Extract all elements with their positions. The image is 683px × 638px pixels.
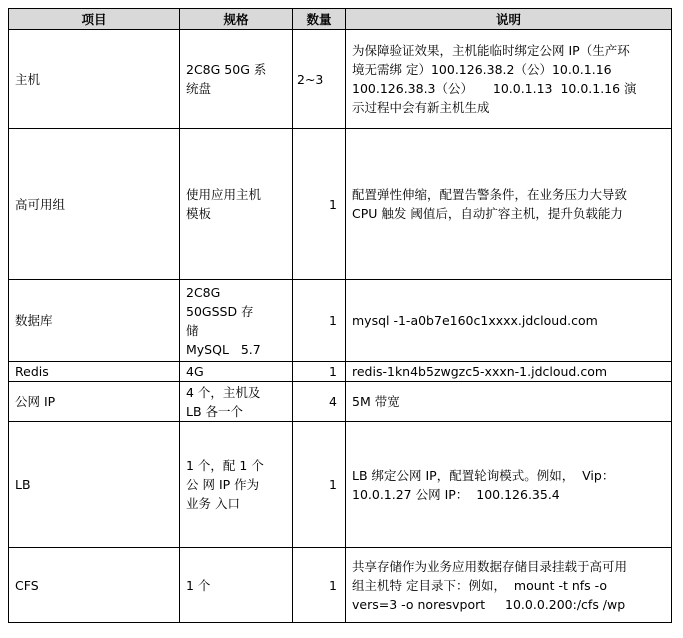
spec-line: 2C8G 50G 系 (186, 62, 267, 77)
header-spec: 规格 (180, 9, 293, 30)
cell-desc (346, 548, 672, 623)
cell-spec (180, 280, 293, 362)
cell-desc (346, 30, 672, 129)
cell-desc (346, 280, 672, 362)
cell-qty: 1 (293, 129, 346, 280)
cell-spec (180, 422, 293, 548)
table-row (9, 30, 672, 129)
cell-item: CFS (9, 548, 180, 623)
table-row (9, 280, 672, 362)
desc-line: mysql -1-a0b7e160c1xxxx.jdcloud.com (352, 313, 598, 328)
spec-line: LB 各一个 (186, 403, 244, 419)
table-row (9, 422, 672, 548)
cell-desc (346, 422, 672, 548)
desc-line: vers=3 -o noresvport 10.0.0.200:/cfs /wp (352, 596, 626, 612)
spec-line: 统盘 (186, 81, 212, 96)
cell-qty: 4 (293, 382, 346, 422)
spec-line: 公 网 IP 作为 (186, 477, 260, 492)
spec-line: 4 个，主机及 (186, 384, 261, 400)
cell-spec (180, 382, 293, 422)
desc-line: 共享存储作为业务应用数据存储目录挂载于高可用 (352, 558, 628, 574)
cell-spec (180, 129, 293, 280)
desc-line: 5M 带宽 (352, 394, 400, 409)
table-row (9, 548, 672, 623)
spec-line: 4G (186, 364, 204, 379)
spec-line: MySQL 5.7 (186, 341, 261, 357)
cell-desc (346, 129, 672, 280)
desc-line: redis-1kn4b5zwgzc5-xxxn-1.jdcloud.com (352, 364, 608, 379)
desc-line: 境无需绑 定）100.126.38.2（公）10.0.1.16 (352, 62, 612, 77)
cell-item: 公网 IP (9, 382, 180, 422)
spec-line: 1 个，配 1 个 (186, 458, 264, 473)
cell-item: Redis (9, 362, 180, 382)
spec-line: 2C8G (186, 284, 221, 300)
desc-line: 组主机特 定目录下：例如， mount -t nfs -o (352, 577, 608, 593)
cell-qty: 1 (293, 422, 346, 548)
table-row (9, 362, 672, 382)
spec-line: 储 (186, 322, 199, 338)
cell-qty: 2~3 (293, 30, 346, 129)
cell-item: LB (9, 422, 180, 548)
header-row (9, 9, 672, 30)
table-row (9, 382, 672, 422)
cell-spec (180, 30, 293, 129)
cell-item: 主机 (9, 30, 180, 129)
table-row (9, 129, 672, 280)
cell-item: 高可用组 (9, 129, 180, 280)
desc-line: CPU 触发 阈值后，自动扩容主机，提升负载能力 (352, 206, 623, 221)
cell-spec (180, 548, 293, 623)
spec-line: 使用应用主机 (186, 187, 262, 202)
desc-line: 为保障验证效果，主机能临时绑定公网 IP（生产环 (352, 43, 630, 58)
spec-line: 1 个 (186, 577, 211, 593)
spec-table (8, 8, 672, 623)
cell-qty: 1 (293, 362, 346, 382)
desc-line: 配置弹性伸缩，配置告警条件，在业务压力大导致 (352, 187, 628, 202)
spec-line: 业务 入口 (186, 496, 240, 511)
desc-line: LB 绑定公网 IP，配置轮询模式。例如， Vip： (352, 467, 615, 483)
cell-qty: 1 (293, 280, 346, 362)
cell-desc (346, 362, 672, 382)
desc-line: 100.126.38.3（公） 10.0.1.13 10.0.1.16 演 (352, 81, 637, 96)
cell-item: 数据库 (9, 280, 180, 362)
header-desc: 说明 (346, 9, 672, 30)
header-qty: 数量 (293, 9, 346, 30)
cell-qty: 1 (293, 548, 346, 623)
cell-spec (180, 362, 293, 382)
spec-line: 50GSSD 存 (186, 303, 254, 319)
header-item: 项目 (9, 9, 180, 30)
cell-desc (346, 382, 672, 422)
spec-line: 模板 (186, 206, 212, 221)
desc-line: 示过程中会有新主机生成 (352, 100, 490, 115)
desc-line: 10.0.1.27 公网 IP： 100.126.35.4 (352, 486, 560, 502)
